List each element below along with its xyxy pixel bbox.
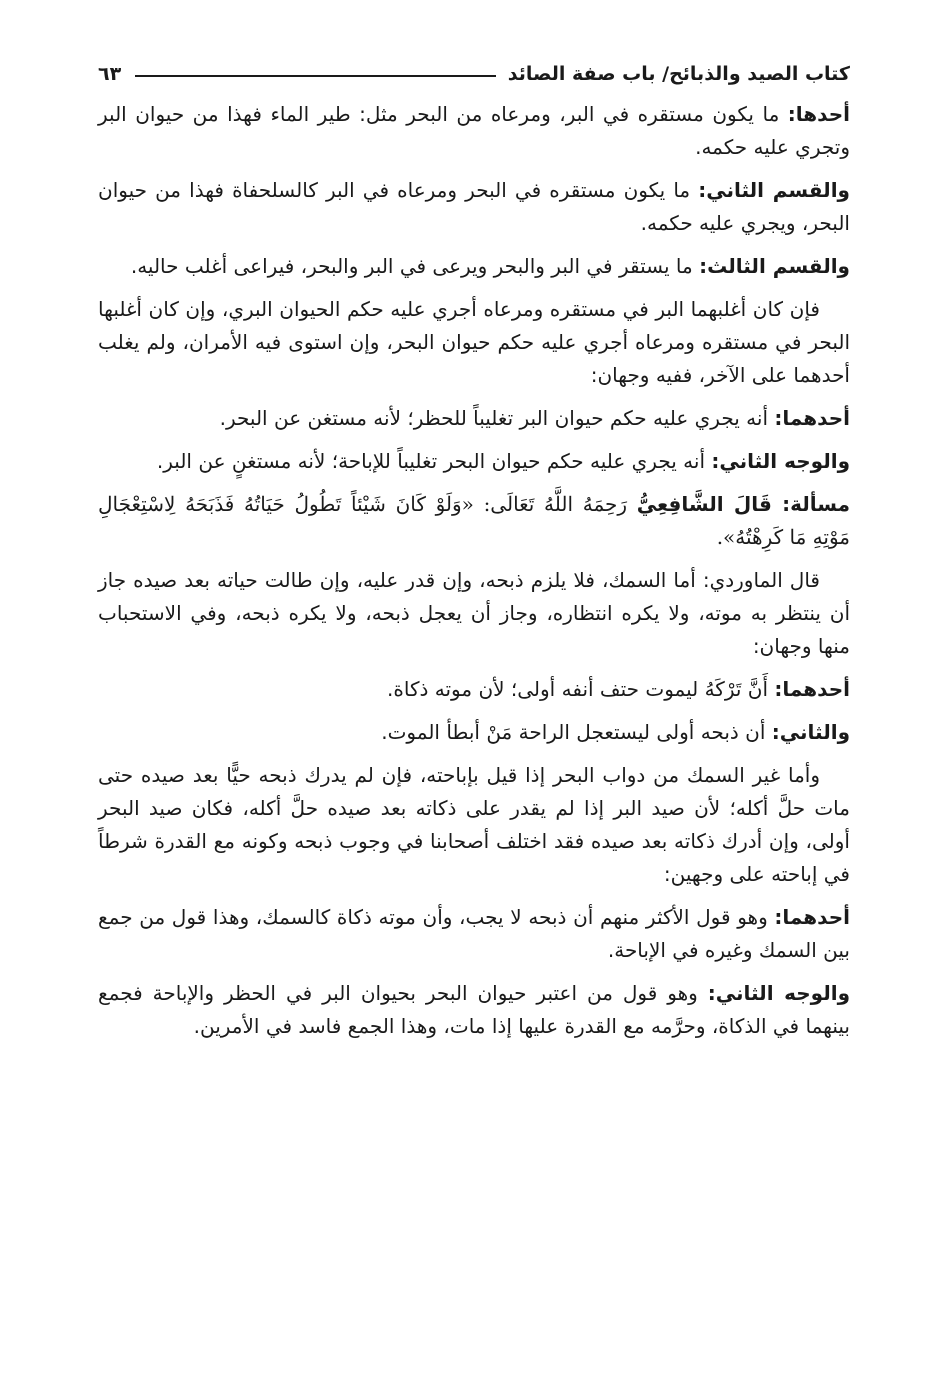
header-rule bbox=[135, 75, 496, 77]
paragraph-text: أَنَّ تَرْكَهُ ليموت حتف أنفه أولى؛ لأن موته ذكاة. bbox=[387, 677, 775, 701]
paragraph bbox=[98, 98, 850, 164]
paragraph-lead: أحدها: bbox=[787, 102, 850, 126]
page-number: ٦٣ bbox=[98, 63, 122, 85]
paragraph bbox=[98, 564, 850, 663]
paragraph bbox=[98, 293, 850, 392]
paragraph-text: أنه يجري عليه حكم حيوان البحر تغليباً للإباحة؛ لأنه مستغنٍ عن البر. bbox=[156, 449, 712, 473]
paragraph bbox=[98, 250, 850, 283]
page-body bbox=[98, 98, 850, 1043]
paragraph-lead: والوجه الثاني: bbox=[711, 449, 850, 473]
paragraph bbox=[98, 716, 850, 749]
paragraph-text: أن ذبحه أولى ليستعجل الراحة مَنْ أبطأ الموت. bbox=[381, 720, 772, 744]
paragraph-text: وأما غير السمك من دواب البحر إذا قيل بإباحته، فإن لم يدرك ذبحه حيًّا بعد صيده حتى مات حلَّ أكله؛ لأن صيد البر إذا لم يقدر على ذكاته بعد صيده حلَّ أكله، فكان صيد البحر أولى، وإن أدرك ذكاته بعد صيده فقد اختلف أصحابنا في وجوب ذبحه وكونه مع القدرة شرطاً في إباحته على وجهين: bbox=[98, 763, 850, 886]
paragraph-lead: أحدهما: bbox=[774, 677, 850, 701]
paragraph-text: ما يكون مستقره في البر، ومرعاه من البحر مثل: طير الماء فهذا من حيوان البر وتجري عليه حكمه. bbox=[98, 102, 850, 159]
paragraph-lead: مسألة: قَالَ الشَّافِعِيُّ bbox=[636, 492, 850, 516]
paragraph-text: فإن كان أغلبهما البر في مستقره ومرعاه أجري عليه حكم الحيوان البري، وإن كان أغلبها البحر في مستقره ومرعاه أجري عليه حكم حيوان البحر، وإن استوى فيه الأمران، ولم يغلب أحدهما على الآخر، ففيه وجهان: bbox=[98, 297, 850, 387]
paragraph-text: ما يكون مستقره في البحر ومرعاه في البر كالسلحفاة فهذا من حيوان البحر، ويجري عليه حكمه. bbox=[98, 178, 850, 235]
paragraph-text: ما يستقر في البر والبحر ويرعى في البر والبحر، فيراعى أغلب حاليه. bbox=[130, 254, 700, 278]
paragraph-text: رَحِمَهُ اللَّهُ تَعَالَى: «وَلَوْ كَانَ شَيْئاً تَطُولُ حَيَاتُهُ فَذَبَحَهُ لِاسْتِعْجَالِ مَوْتِهِ مَا كَرِهْتُهُ». bbox=[98, 492, 850, 549]
header-title: كتاب الصيد والذبائح/ باب صفة الصائد bbox=[507, 63, 850, 85]
paragraph bbox=[98, 977, 850, 1043]
paragraph-lead: أحدهما: bbox=[774, 905, 850, 929]
paragraph-lead: أحدهما: bbox=[774, 406, 850, 430]
paragraph-lead: والقسم الثاني: bbox=[698, 178, 850, 202]
paragraph bbox=[98, 673, 850, 706]
running-header bbox=[98, 56, 850, 92]
paragraph bbox=[98, 402, 850, 435]
paragraph bbox=[98, 174, 850, 240]
paragraph bbox=[98, 445, 850, 478]
paragraph-lead: والقسم الثالث: bbox=[699, 254, 850, 278]
masalah-paragraph bbox=[98, 488, 850, 554]
paragraph bbox=[98, 901, 850, 967]
paragraph-text: وهو قول من اعتبر حيوان البحر بحيوان البر في الحظر والإباحة فجمع بينهما في الذكاة، وحرَّمه مع القدرة عليها إذا مات، وهذا الجمع فاسد في الأمرين. bbox=[98, 981, 850, 1038]
paragraph-text: أنه يجري عليه حكم حيوان البر تغليباً للحظر؛ لأنه مستغن عن البحر. bbox=[219, 406, 775, 430]
paragraph-text: قال الماوردي: أما السمك، فلا يلزم ذبحه، وإن قدر عليه، وإن طالت حياته بعد صيده جاز أن ينتظر به موته، ولا يكره انتظاره، وجاز أن يعجل ذبحه، ولا يكره ذبحه، وفي الاستحباب منها وجهان: bbox=[98, 568, 850, 658]
paragraph-text: وهو قول الأكثر منهم أن ذبحه لا يجب، وأن موته ذكاة كالسمك، وهذا قول من جمع بين السمك وغيره في الإباحة. bbox=[98, 905, 850, 962]
book-page bbox=[98, 56, 850, 1053]
paragraph-lead: والوجه الثاني: bbox=[707, 981, 850, 1005]
paragraph bbox=[98, 759, 850, 891]
paragraph-lead: والثاني: bbox=[771, 720, 850, 744]
